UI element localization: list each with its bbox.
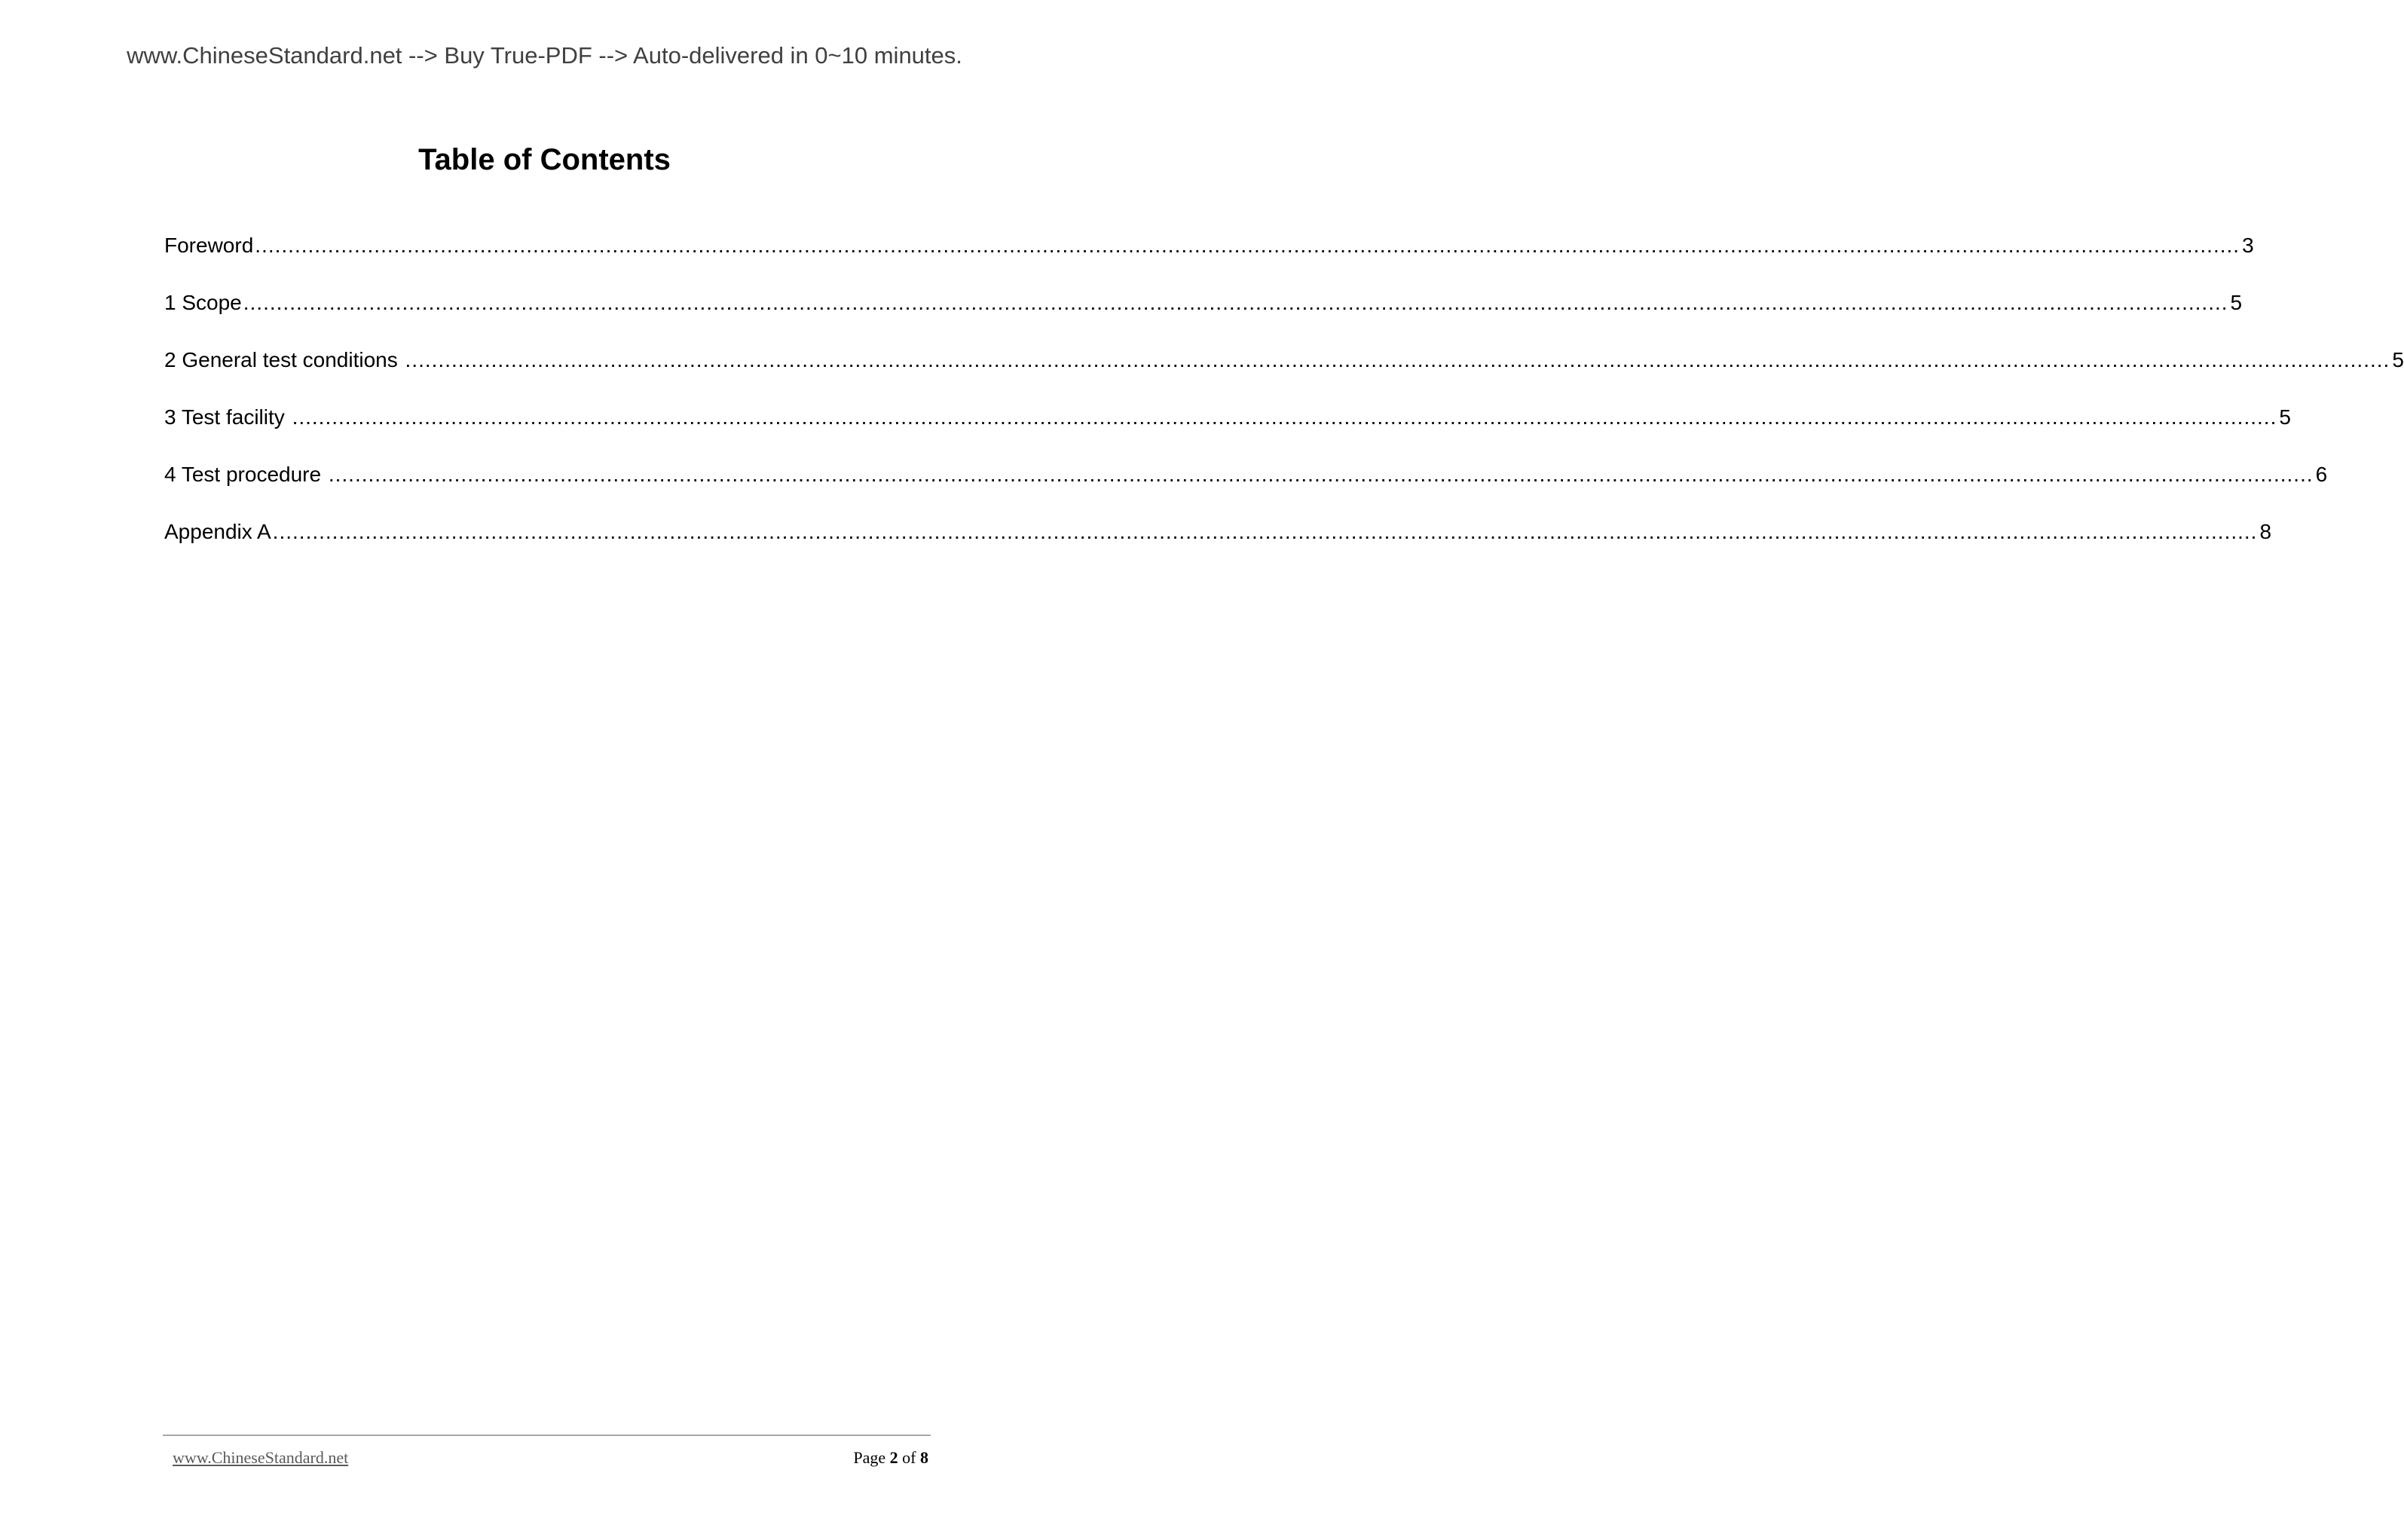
toc-entry-label: 2 General test conditions	[164, 348, 404, 371]
footer-total-pages: 8	[920, 1448, 928, 1467]
toc-dot-leader: ............................................................................................................................................................................................................................................................................................................	[328, 463, 2314, 486]
toc-entry-label: Appendix A	[164, 520, 271, 543]
toc-dot-leader: ............................................................................................................................................................................................................................................................................................................	[243, 291, 2228, 314]
toc-dot-leader: ............................................................................................................................................................................................................................................................................................................	[272, 520, 2258, 543]
top-banner[interactable]: www.ChineseStandard.net --> Buy True-PDF --> Auto-delivered in 0~10 minutes.	[127, 42, 962, 69]
toc-entry-page: 3	[2242, 234, 2254, 257]
footer-current-page: 2	[889, 1448, 898, 1467]
footer-site-link[interactable]: www.ChineseStandard.net	[173, 1448, 349, 1467]
toc-dot-leader: ............................................................................................................................................................................................................................................................................................................	[292, 405, 2277, 429]
toc-entry-scope[interactable]	[164, 288, 2243, 345]
footer-of-word: of	[902, 1448, 916, 1467]
toc-entry-page: 5	[2392, 348, 2404, 371]
toc-entry-appendix-a[interactable]	[164, 517, 2272, 574]
toc-dot-leader: ............................................................................................................................................................................................................................................................................................................	[405, 348, 2390, 371]
toc-entry-page: 6	[2315, 463, 2328, 486]
toc-entry-page: 5	[2279, 405, 2291, 429]
toc-entry-test-procedure[interactable]	[164, 460, 2328, 517]
toc-entry-label: 3 Test facility	[164, 405, 291, 429]
toc-entry-page: 8	[2259, 520, 2272, 543]
toc-entry-test-facility[interactable]	[164, 402, 2291, 460]
footer-divider	[163, 1435, 931, 1436]
toc-entry-label: 1 Scope	[164, 291, 242, 314]
toc-dot-leader: ............................................................................................................................................................................................................................................................................................................	[255, 234, 2240, 257]
toc-title: Table of Contents	[418, 143, 671, 176]
toc-entry-label: Foreword	[164, 234, 254, 257]
footer-page-indicator	[853, 1448, 928, 1468]
toc-list	[164, 231, 2404, 574]
toc-entry-page: 5	[2230, 291, 2243, 314]
toc-entry-general-test-conditions[interactable]	[164, 345, 2404, 402]
toc-entry-foreword[interactable]	[164, 231, 2254, 288]
footer-page-word: Page	[853, 1448, 886, 1467]
toc-entry-label: 4 Test procedure	[164, 463, 327, 486]
